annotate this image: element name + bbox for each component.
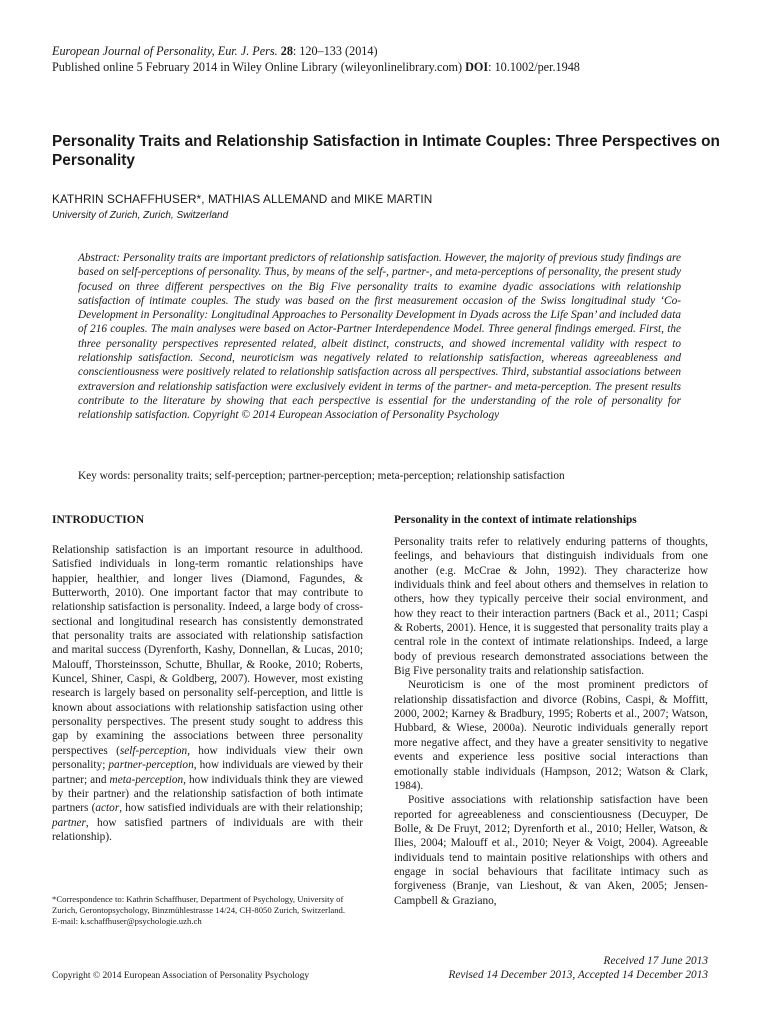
journal-pages: : 120–133 (2014) bbox=[292, 44, 378, 58]
correspondence-footnote bbox=[52, 894, 363, 927]
received-dates bbox=[394, 954, 708, 982]
journal-published: Published online 5 February 2014 in Wiley Online Library (wileyonlinelibrary.com) bbox=[52, 60, 463, 74]
term-self-perception: self-perception bbox=[119, 744, 188, 757]
term-actor: actor bbox=[95, 802, 120, 815]
text-run: , how satisfied individuals are with their relationship; bbox=[119, 802, 363, 815]
left-column-body bbox=[52, 543, 363, 844]
term-partner-perception: partner-perception bbox=[108, 759, 194, 772]
affiliation: University of Zurich, Zurich, Switzerland bbox=[52, 210, 229, 221]
keywords: Key words: personality traits; self-perception; partner-perception; meta-perception; relationship satisfaction bbox=[78, 470, 565, 482]
term-meta-perception: meta-perception bbox=[109, 773, 184, 786]
revised-accepted-date: Revised 14 December 2013, Accepted 14 December 2013 bbox=[448, 969, 708, 982]
section-heading-personality-context: Personality in the context of intimate relationships bbox=[394, 514, 637, 526]
abstract: Abstract: Personality traits are important predictors of relationship satisfaction. However, the majority of previous study findings are based on self-perceptions of personality. Thus, by means of the self-, partner-, and meta-perceptions of personality, the present study focused on three different perspectives on the Big Five personality traits to examine dyadic associations with relationship satisfaction of intimate couples. The study was based on the first measurement occasion of the Swiss longitudinal study ‘Co-Development in Personality: Longitudinal Approaches to Personality Development in Dyads across the Life Span’ and included data of 216 couples. The main analyses were based on Actor-Partner Interdependence Model. Three general findings emerged. First, the three personality perspectives represented related, albeit distinct, constructs, and showed incremental validity with respect to relationship satisfaction. Second, neuroticism was negatively related to relationship satisfaction, whereas agreeableness and conscientiousness were positively related to relationship satisfaction across all perspectives. Third, substantial associations between extraversion and relationship satisfaction were exclusively evident in terms of the partner- and meta-perception. The present results contribute to the literature by showing that each perspective is essential for the understanding of the role of personality for relationship satisfaction. Copyright © 2014 European Association of Personality Psychology bbox=[78, 252, 681, 422]
footnote-address: *Correspondence to: Kathrin Schaffhuser, Department of Psychology, University of Zurich, Gerontopsychology, Binzmühlestrasse 14/24, CH-8050 Zurich, Switzerland. bbox=[52, 894, 346, 915]
copyright-footer: Copyright © 2014 European Association of Personality Psychology bbox=[52, 971, 310, 981]
journal-volume: 28 bbox=[280, 44, 293, 58]
text-run: , how individuals are viewed by their partner; and bbox=[52, 759, 363, 786]
journal-published-line bbox=[52, 59, 732, 75]
received-date: Received 17 June 2013 bbox=[603, 955, 708, 967]
paragraph: Positive associations with relationship satisfaction have been reported for agreeableness and conscientiousness (Decuyper, De Bolle, & De Fruyt, 2012; Dyrenforth et al., 2010; Heller, Watson, & Ilies, 2004; Malouff et al., 2010; Neyer & Voigt, 2004). Agreeable individuals tend to maintain positive relationships with others and engage in social behaviours that facilitate intimacy such as forgiveness (Branje, van Lieshout, & van Aken, 2005; Jensen-Campbell & Graziano, bbox=[394, 794, 708, 907]
right-column-body bbox=[394, 535, 708, 908]
text-run: , how individuals think they are viewed by their partner) and the relationship satisfaction of both intimate partners ( bbox=[52, 773, 363, 815]
paragraph: Neuroticism is one of the most prominent predictors of relationship dissatisfaction and divorce (Robins, Caspi, & Moffitt, 2000, 2002; Karney & Bradbury, 1995; Roberts et al., 2007; Watson, Hubbard, & Wiese, 2000a). Neurotic individuals generally report more negative affect, and they have a greater sensitivity to negative events and experience less positive social interactions than emotionally stable individuals (Hampson, 2012; Watson & Clark, 1984). bbox=[394, 679, 708, 792]
author-list: KATHRIN SCHAFFHUSER*, MATHIAS ALLEMAND and MIKE MARTIN bbox=[52, 192, 433, 206]
section-heading-introduction: INTRODUCTION bbox=[52, 514, 145, 526]
journal-citation bbox=[52, 43, 732, 59]
doi-label: DOI bbox=[465, 60, 489, 74]
text-run: Relationship satisfaction is an important resource in adulthood. Satisfied individuals in long-term romantic relationships have happier, healthier, and longer lives (Diamond, Fagundes, & Butterworth, 2010). One important factor that may contribute to relationship satisfaction is personality. Indeed, a large body of cross-sectional and longitudinal research has consistently demonstrated that personality traits are associated with relationship satisfaction and marital success (Dyrenforth, Kashy, Donnellan, & Lucas, 2010; Malouff, Thorsteinsson, Schutte, Bhullar, & Rooke, 2010; Roberts, Kuncel, Shiner, Caspi, & Goldberg, 2007). However, most existing research is largely based on personality self-perception, and little is known about associations with relationship satisfaction using other personality perspectives. The present study sought to address this gap by examining the associations between three personality perspectives ( bbox=[52, 544, 363, 757]
article-title: Personality Traits and Relationship Satisfaction in Intimate Couples: Three Perspectives on Personality bbox=[52, 133, 720, 169]
text-run: , how satisfied partners of individuals are with their relationship). bbox=[52, 816, 363, 843]
footnote-email[interactable]: E-mail: k.schaffhuser@psychologie.uzh.ch bbox=[52, 916, 202, 926]
paragraph: Personality traits refer to relatively enduring patterns of thoughts, feelings, and behaviours that distinguish individuals from one another (e.g. McCrae & John, 1992). They characterize how individuals think and feel about others and themselves in relation to others, how they typically perceive their social environment, and how they react to their interaction partners (Back et al., 2011; Caspi & Roberts, 2001). Hence, it is suggested that personality traits play a central role in the context of intimate relationships. Indeed, a large body of previous research demonstrated associations between the Big Five personality traits and relationship satisfaction. bbox=[394, 536, 708, 678]
term-partner: partner bbox=[52, 816, 86, 829]
journal-header bbox=[52, 43, 732, 75]
doi-value[interactable]: : 10.1002/per.1948 bbox=[488, 60, 580, 74]
paragraph bbox=[52, 543, 363, 844]
journal-name: European Journal of Personality, Eur. J. Pers. bbox=[52, 44, 278, 58]
text-run: , how individuals view their own personality; bbox=[52, 744, 363, 772]
